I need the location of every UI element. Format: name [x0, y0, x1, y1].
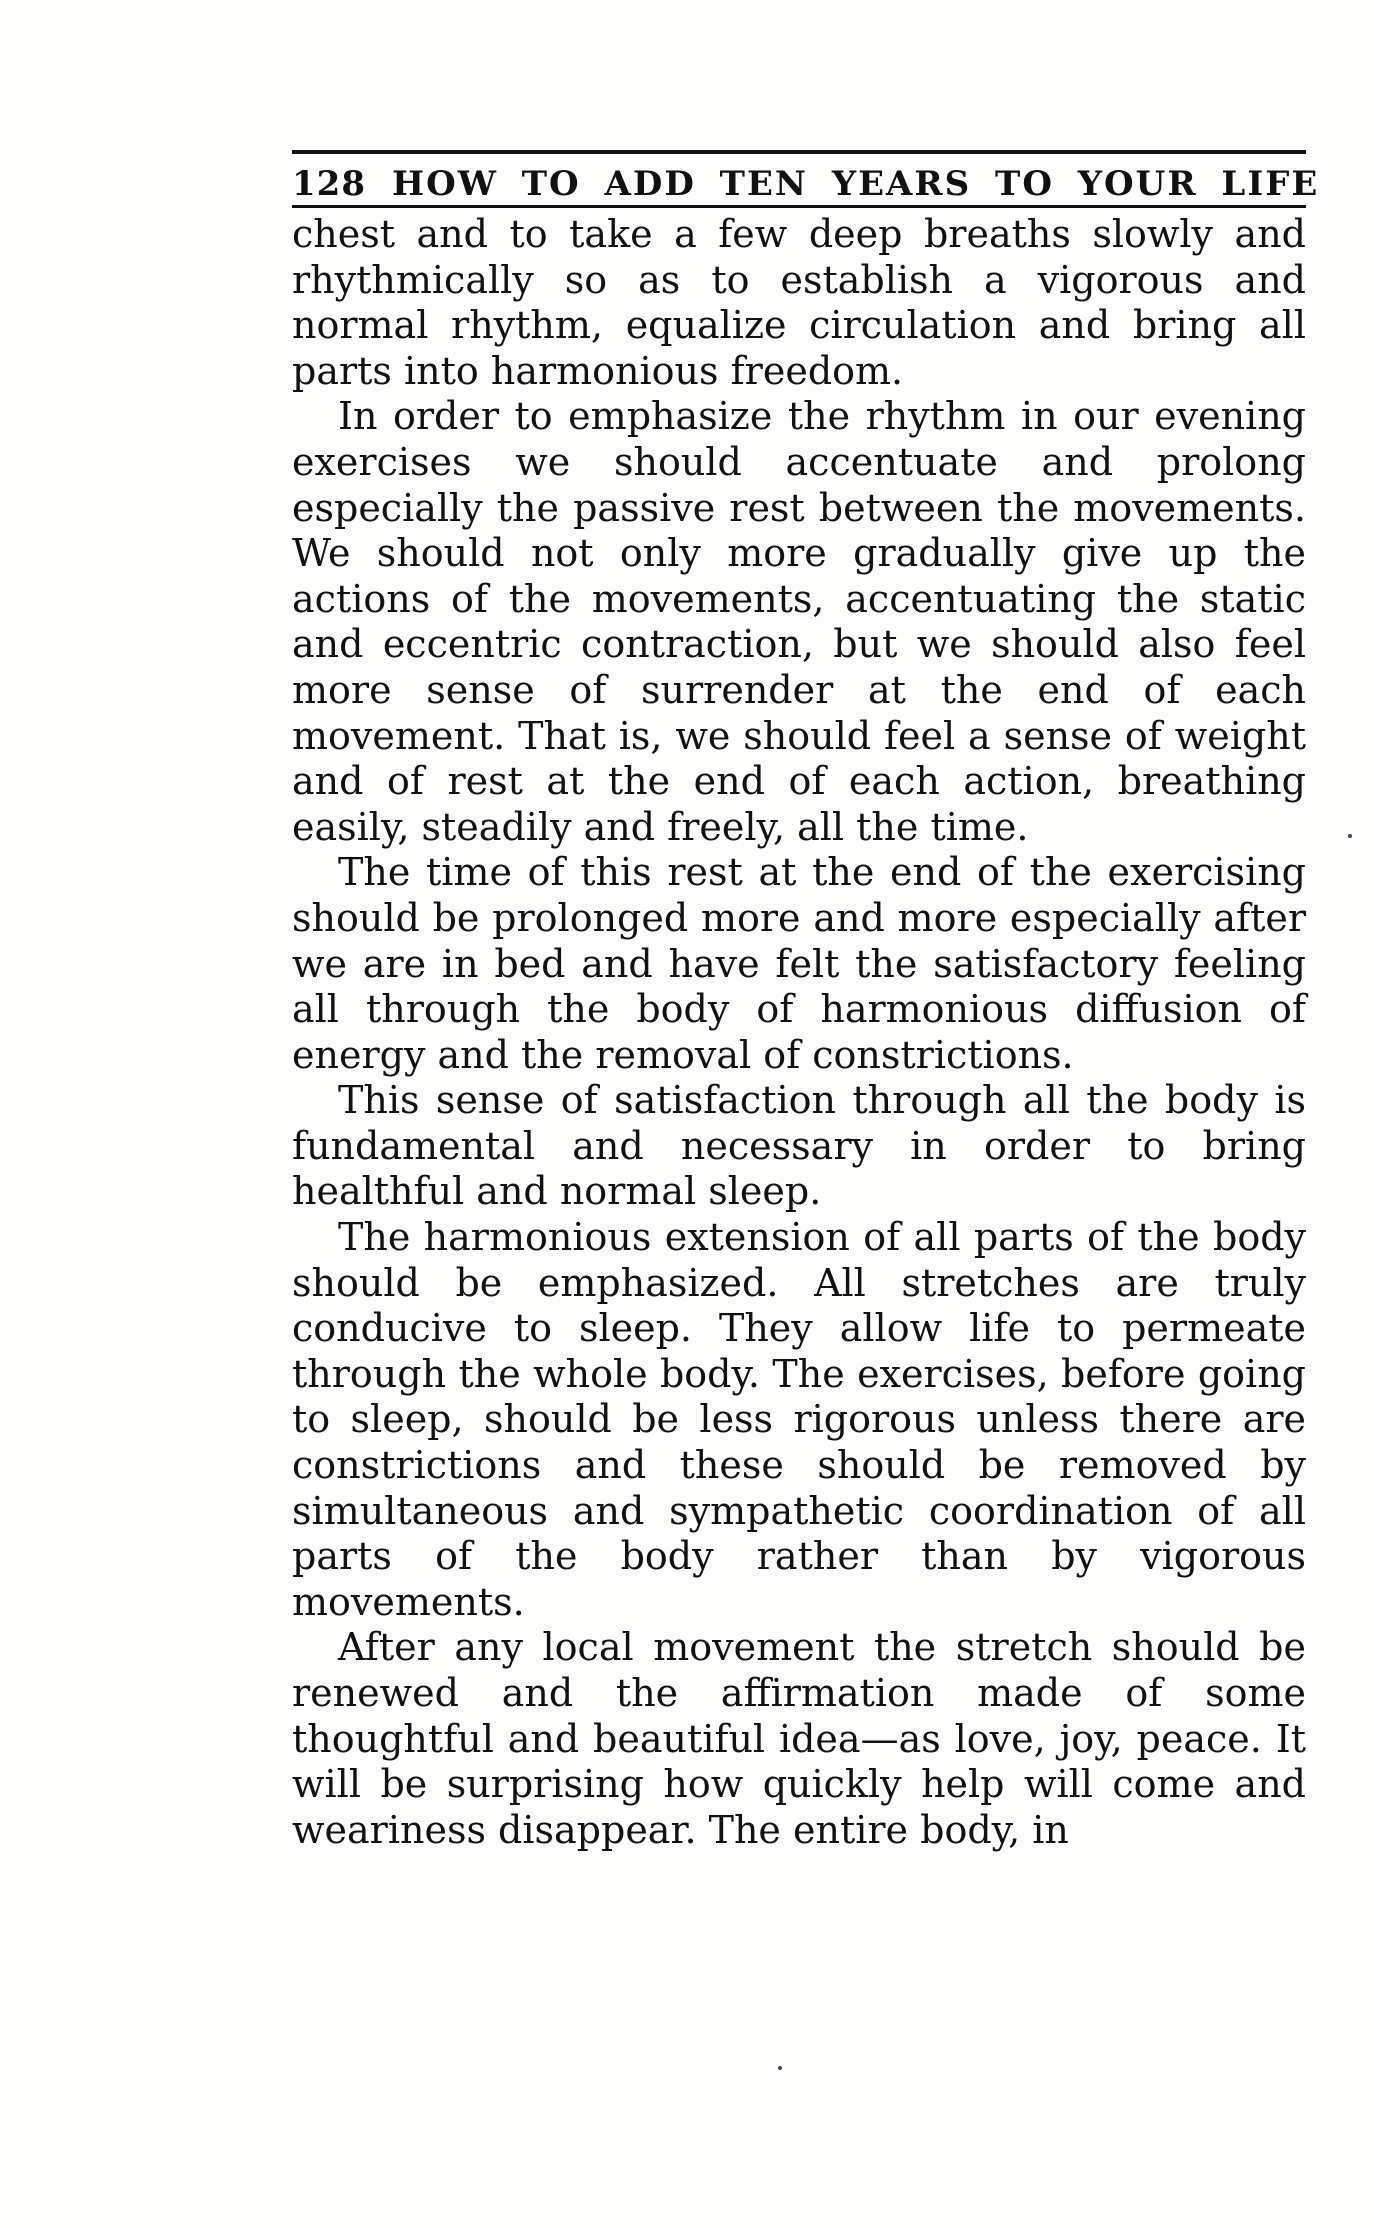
page-number: 128 [292, 164, 366, 204]
print-speck [778, 2066, 782, 2070]
paragraph-6: After any local movement the stretch should be renewed and the affirmation made of some thoughtful and beautiful idea—as love, joy, peace. It will be surprising how quickly help will come and weariness disappear. The entire body, in [292, 1625, 1306, 1852]
print-speck [1348, 834, 1352, 838]
paragraph-3: The time of this rest at the end of the exercising should be prolonged more and more especially after we are in bed and have felt the satisfactory feeling all through the body of harmonious diffusion of energy and the removal of constrictions. [292, 850, 1306, 1077]
paragraph-1: chest and to take a few deep breaths slowly and rhythmically so as to establish a vigorous and normal rhythm, equalize circulation and bring all parts into harmonious freedom. [292, 212, 1306, 393]
paragraph-2: In order to emphasize the rhythm in our evening exercises we should accentuate and prolong especially the passive rest between the movements. We should not only more gradually give up the actions of the movements, accentuating the static and eccentric contraction, but we should also feel more sense of surrender at the end of each movement. That is, we should feel a sense of weight and of rest at the end of each action, breathing easily, steadily and freely, all the time. [292, 394, 1306, 849]
paragraph-4: This sense of satisfaction through all the body is fundamental and necessary in order to bring healthful and normal sleep. [292, 1078, 1306, 1214]
header-line [292, 164, 1320, 204]
paragraph-5: The harmonious extension of all parts of the body should be emphasized. All stretches are truly conducive to sleep. They allow life to permeate through the whole body. The exercises, before going to sleep, should be less rigorous unless there are constrictions and these should be removed by simultaneous and sympathetic coordination of all parts of the body rather than by vigorous movements. [292, 1215, 1306, 1624]
page-header [292, 150, 1320, 208]
running-head: HOW TO ADD TEN YEARS TO YOUR LIFE [391, 164, 1320, 204]
body-text [292, 212, 1306, 1853]
